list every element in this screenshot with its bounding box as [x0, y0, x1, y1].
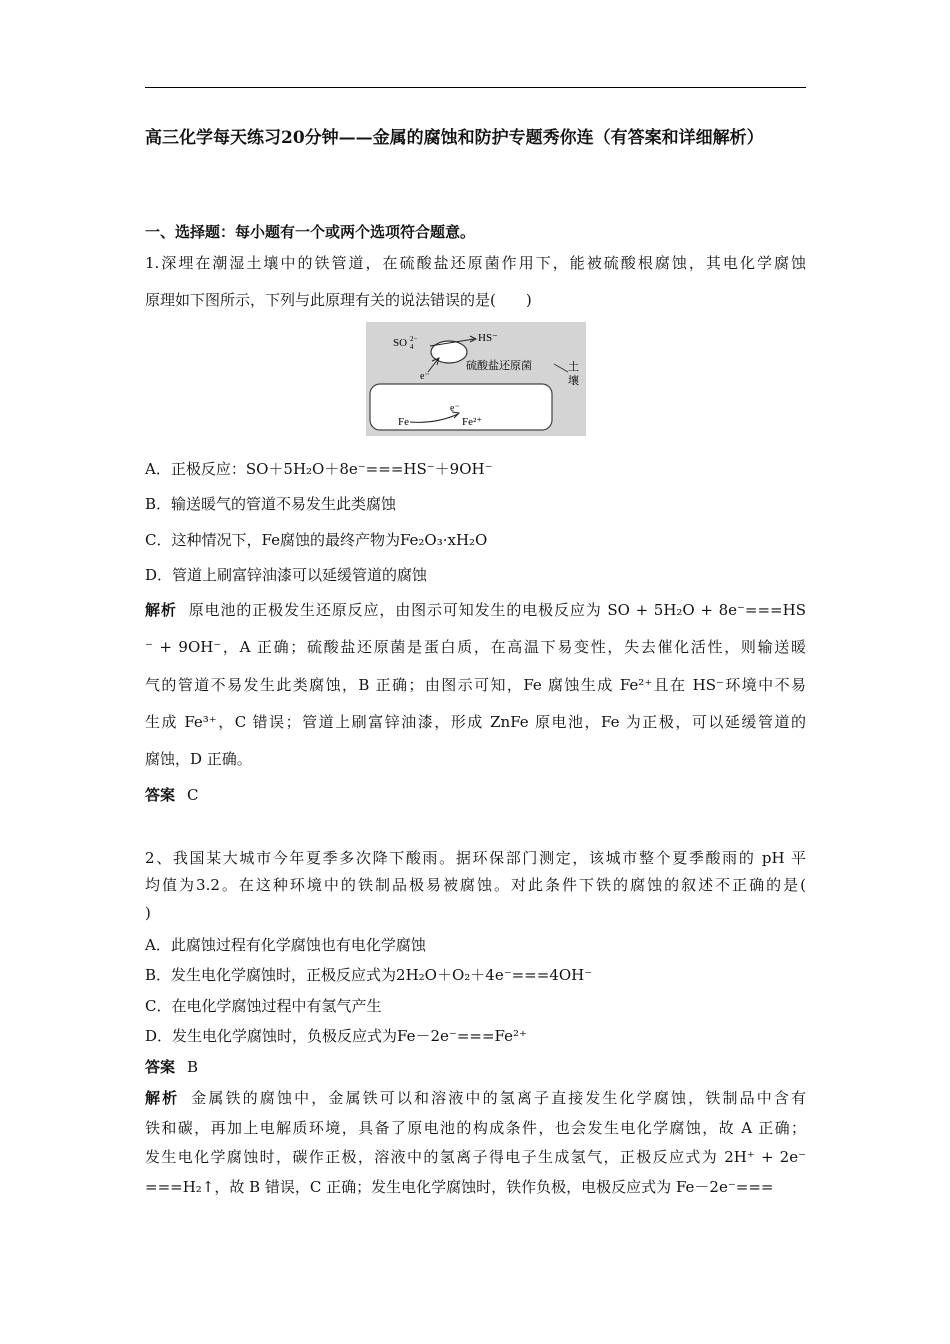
q2-analysis-line-4: ===H₂↑，故 B 错误，C 正确；发生电化学腐蚀时，铁作负极，电极反应式为 Fe－2e⁻===	[145, 1178, 774, 1196]
svg-text:4: 4	[410, 343, 414, 351]
soil-label-2: 壤	[568, 374, 579, 387]
q1-option-d: D．管道上刷富锌油漆可以延缓管道的腐蚀	[145, 566, 428, 584]
q1-analysis-line-2: ⁻ + 9OH⁻，A 正确；硫酸盐还原菌是蛋白质，在高温下易变性，失去催化活性，则输送暖	[145, 638, 806, 656]
corrosion-diagram	[366, 322, 586, 436]
q2-option-b: B．发生电化学腐蚀时，正极反应式为2H₂O＋O₂＋4e⁻===4OH⁻	[145, 966, 593, 984]
electron-label-2: e⁻	[450, 403, 460, 414]
bacteria-shape	[431, 341, 467, 363]
q2-analysis-label: 解析	[145, 1089, 180, 1107]
q2-option-c: C．在电化学腐蚀过程中有氢气产生	[145, 997, 382, 1015]
q1-answer-value: C	[187, 786, 199, 804]
header-rule	[145, 87, 806, 88]
q2-answer-value: B	[187, 1058, 199, 1076]
q2-analysis-line-2: 铁和碳，再加上电解质环境，具备了原电池的构成条件，也会发生电化学腐蚀，故 A 正确；	[145, 1119, 806, 1137]
bacteria-label: 硫酸盐还原菌	[466, 359, 532, 372]
soil-label-1: 土	[568, 360, 579, 373]
q1-analysis-line-5: 腐蚀，D 正确。	[145, 750, 252, 768]
q2-analysis-line-1: 解析 金属铁的腐蚀中，金属铁可以和溶液中的氢离子直接发生化学腐蚀，铁制品中含有	[145, 1089, 806, 1107]
q2-analysis-line-3: 发生电化学腐蚀时，碳作正极，溶液中的氢离子得电子生成氢气，正极反应式为 2H⁺ + 2e⁻	[145, 1148, 806, 1166]
q1-analysis-line-3: 气的管道不易发生此类腐蚀，B 正确；由图示可知，Fe 腐蚀生成 Fe²⁺且在 HS⁻环境中不易	[145, 676, 806, 694]
q2-answer	[145, 1056, 806, 1078]
q2-stem-line-2: 均值为3.2。在这种环境中的铁制品极易被腐蚀。对此条件下铁的腐蚀的叙述不正确的是(	[145, 876, 806, 894]
q1-analysis-label: 解析	[145, 601, 177, 619]
hs-label: HS⁻	[478, 332, 498, 344]
q1-analysis-line-1: 解析 原电池的正极发生还原反应，由图示可知发生的电极反应为 SO + 5H₂O + 8e⁻===HS	[145, 601, 806, 619]
so4-label: SO	[393, 337, 408, 349]
q1-answer	[145, 784, 806, 806]
fe-label: Fe	[398, 416, 409, 428]
section-heading: 一、选择题：每小题有一个或两个选项符合题意。	[145, 223, 476, 241]
page-title: 高三化学每天练习20分钟——金属的腐蚀和防护专题秀你连（有答案和详细解析）	[145, 128, 764, 148]
electron-label-1: e⁻	[420, 371, 430, 382]
q1-analysis-line-4: 生成 Fe³⁺，C 错误；管道上刷富锌油漆，形成 ZnFe 原电池，Fe 为正极，可以延缓管道的	[145, 713, 806, 731]
q1-option-a: A．正极反应：SO＋5H₂O＋8e⁻===HS⁻＋9OH⁻	[145, 460, 493, 478]
q2-stem-line-1: 2、我国某大城市今年夏季多次降下酸雨。据环保部门测定，该城市整个夏季酸雨的 pH 平	[145, 849, 806, 867]
q1-option-c: C．这种情况下，Fe腐蚀的最终产物为Fe₂O₃·xH₂O	[145, 531, 488, 549]
fe2-label: Fe²⁺	[462, 416, 483, 428]
q1-option-b: B．输送暖气的管道不易发生此类腐蚀	[145, 495, 397, 513]
q1-stem-line-1: 1.深埋在潮湿土壤中的铁管道，在硫酸盐还原菌作用下，能被硫酸根腐蚀，其电化学腐蚀	[145, 254, 806, 272]
q2-answer-label: 答案	[145, 1058, 176, 1076]
q2-option-d: D．发生电化学腐蚀时，负极反应式为Fe－2e⁻===Fe²⁺	[145, 1027, 527, 1045]
q1-answer-label: 答案	[145, 786, 176, 804]
svg-text:2−: 2−	[410, 335, 418, 343]
q2-option-a: A．此腐蚀过程有化学腐蚀也有电化学腐蚀	[145, 936, 426, 954]
q1-stem-line-2: 原理如下图所示，下列与此原理有关的说法错误的是( )	[145, 291, 532, 309]
q2-stem-line-3: )	[145, 904, 151, 922]
